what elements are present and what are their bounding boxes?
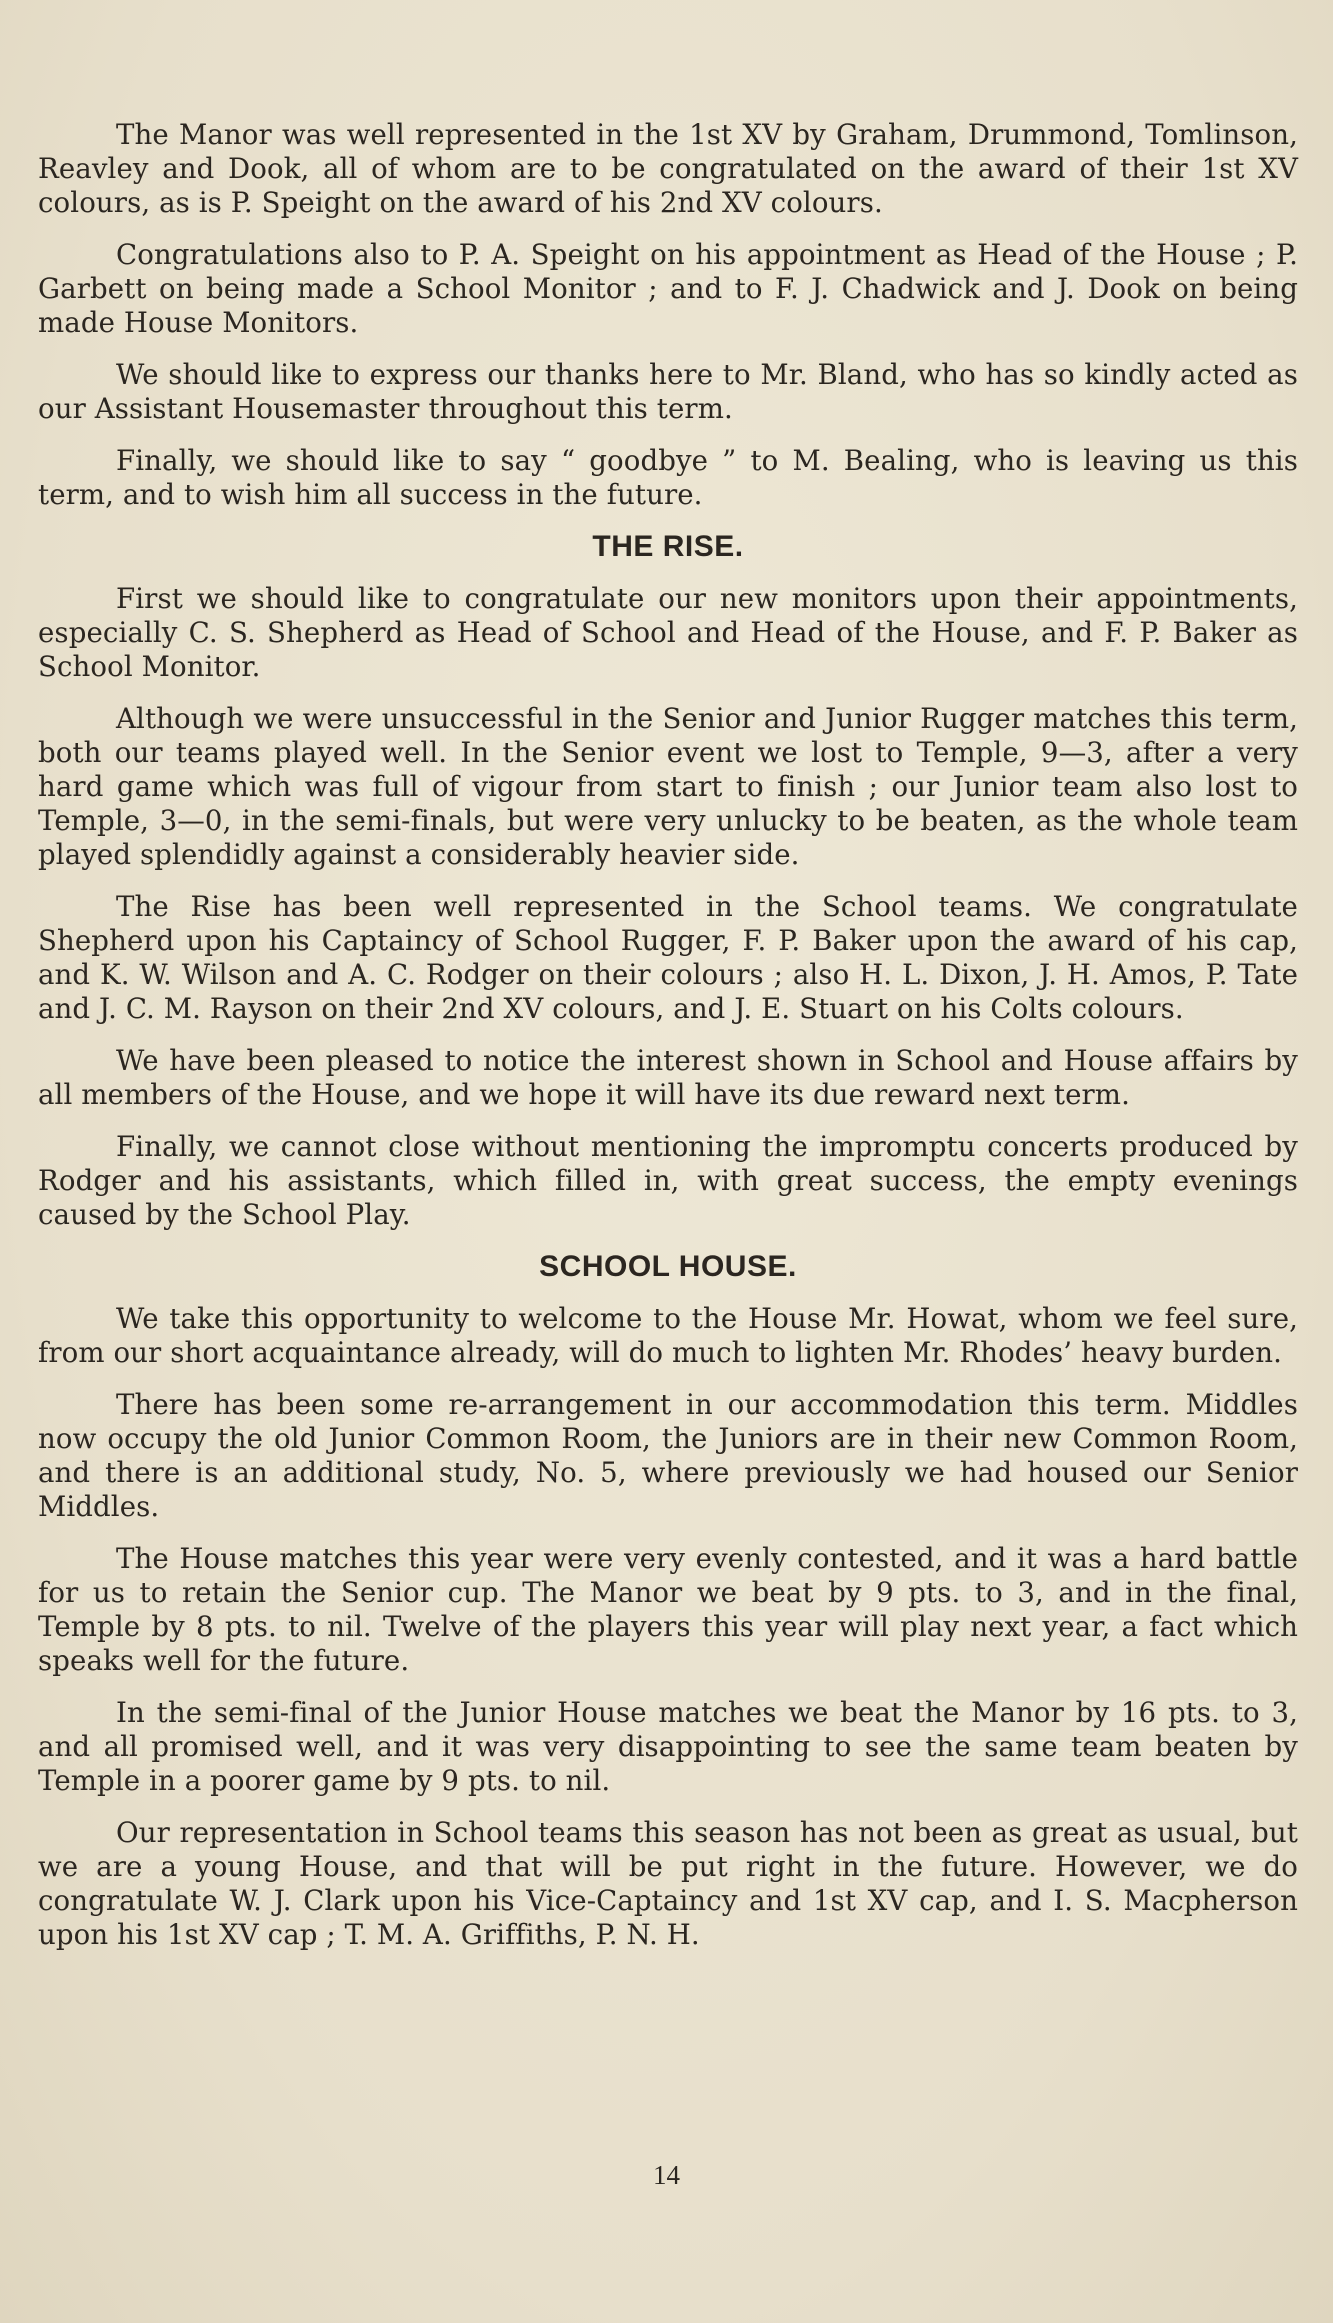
rise-paragraph-1: First we should like to congratulate our new monitors upon their appointments, especially C. S. Shepherd as Head of School and Head of the House, and F. P. Baker as School Monitor. <box>38 582 1298 683</box>
manor-paragraph-1: The Manor was well represented in the 1st XV by Graham, Drummond, Tomlinson, Reavley and Dook, all of whom are to be congratulated on the award of their 1st XV colours, as is P. Speight on the award of his 2nd XV colours. <box>38 118 1298 219</box>
school-house-paragraph-3: The House matches this year were very evenly contested, and it was a hard battle for us to retain the Senior cup. The Manor we beat by 9 pts. to 3, and in the final, Temple by 8 pts. to nil. Twelve of the players this year will play next year, a fact which speaks well for the future. <box>38 1542 1298 1677</box>
school-house-section <box>38 1250 1298 1952</box>
page-number: 14 <box>653 2160 680 2190</box>
rise-heading: THE RISE. <box>592 530 744 563</box>
rise-paragraph-5: Finally, we cannot close without mentioning the impromptu concerts produced by Rodger and his assistants, which filled in, with great success, the empty evenings caused by the School Play. <box>38 1130 1298 1231</box>
rise-paragraph-3: The Rise has been well represented in the School teams. We congratulate Shepherd upon his Captaincy of School Rugger, F. P. Baker upon the award of his cap, and K. W. Wilson and A. C. Rodger on their colours ; also H. L. Dixon, J. H. Amos, P. Tate and J. C. M. Rayson on their 2nd XV colours, and J. E. Stuart on his Colts colours. <box>38 890 1298 1025</box>
manor-paragraph-3: We should like to express our thanks here to Mr. Bland, who has so kindly acted as our Assistant Housemaster throughout this term. <box>38 358 1298 425</box>
manor-paragraph-4: Finally, we should like to say “ goodbye ” to M. Bealing, who is leaving us this term, and to wish him all success in the future. <box>38 444 1298 511</box>
rise-paragraph-2: Although we were unsuccessful in the Senior and Junior Rugger matches this term, both our teams played well. In the Senior event we lost to Temple, 9—3, after a very hard game which was full of vigour from start to finish ; our Junior team also lost to Temple, 3—0, in the semi-finals, but were very unlucky to be beaten, as the whole team played splendidly against a considerably heavier side. <box>38 702 1298 871</box>
manor-paragraph-2: Congratulations also to P. A. Speight on his appointment as Head of the House ; P. Garbett on being made a School Monitor ; and to F. J. Chadwick and J. Dook on being made House Monitors. <box>38 238 1298 339</box>
school-house-paragraph-2: There has been some re-arrangement in our accommodation this term. Middles now occupy the old Junior Common Room, the Juniors are in their new Common Room, and there is an additional study, No. 5, where previously we had housed our Senior Middles. <box>38 1388 1298 1523</box>
school-house-paragraph-4: In the semi-final of the Junior House matches we beat the Manor by 16 pts. to 3, and all promised well, and it was very disappointing to see the same team beaten by Temple in a poorer game by 9 pts. to nil. <box>38 1696 1298 1797</box>
rise-section <box>38 530 1298 1232</box>
rise-paragraph-4: We have been pleased to notice the interest shown in School and House affairs by all members of the House, and we hope it will have its due reward next term. <box>38 1044 1298 1111</box>
school-house-paragraph-1: We take this opportunity to welcome to the House Mr. Howat, whom we feel sure, from our short acquaintance already, will do much to lighten Mr. Rhodes’ heavy burden. <box>38 1302 1298 1369</box>
school-house-heading: SCHOOL HOUSE. <box>539 1250 797 1283</box>
manor-section <box>38 118 1298 512</box>
school-house-paragraph-5: Our representation in School teams this season has not been as great as usual, but we are a young House, and that will be put right in the future. However, we do congratulate W. J. Clark upon his Vice-Captaincy and 1st XV cap, and I. S. Macpherson upon his 1st XV cap ; T. M. A. Griffiths, P. N. H. <box>38 1816 1298 1951</box>
